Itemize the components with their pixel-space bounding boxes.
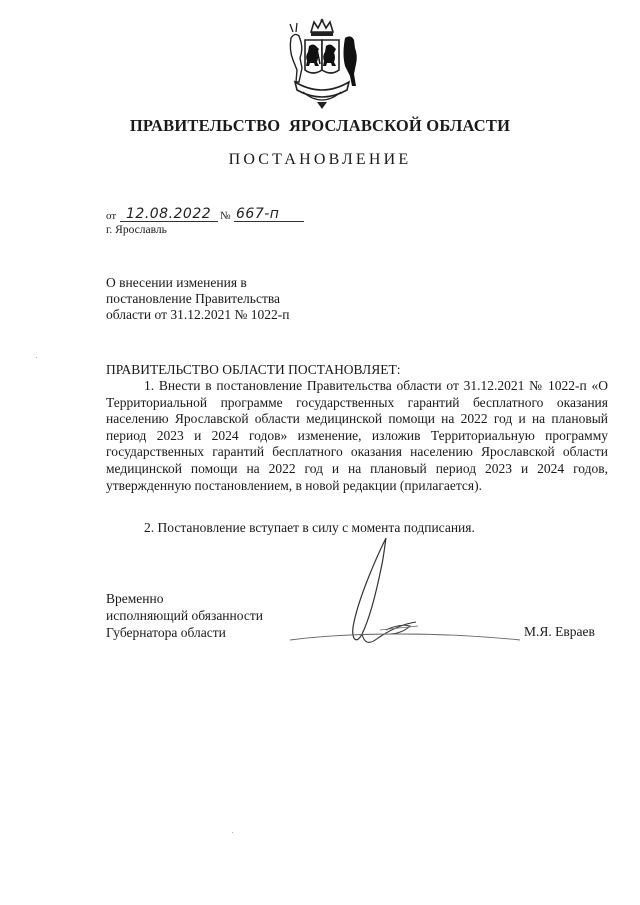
number-prefix: № xyxy=(220,210,231,222)
subject-line: постановление Правительства xyxy=(106,291,281,306)
position-line: исполняющий обязанности xyxy=(106,608,263,623)
scan-speck xyxy=(36,357,37,358)
signatory-name: М.Я. Евраев xyxy=(524,624,595,639)
document-type-title: ПОСТАНОВЛЕНИЕ xyxy=(228,151,412,168)
scan-speck xyxy=(232,832,233,833)
organization-title: ПРАВИТЕЛЬСТВО ЯРОСЛАВСКОЙ ОБЛАСТИ xyxy=(129,116,511,135)
date-prefix: от xyxy=(106,210,117,222)
decree-paragraph-1: 1. Внести в постановление Правительства области от 31.12.2021 № 1022-п «О Территориальной программе государственных гарантий бесплатного оказания населению Ярославской области медицинской помощи на 2022 год и на плановый период 2023 и 2024 годов» изменение, изложив Территориальную программу государственных гарантий бесплатного оказания населению Ярославской области медицинской помощи на 2022 год и на плановый период 2023 и 2024 годов, утвержденную постановлением, в новой редакции (прилагается). xyxy=(106,378,608,493)
subject-line: области от 31.12.2021 № 1022-п xyxy=(106,307,290,322)
handwritten-signature xyxy=(290,534,520,659)
decree-heading: ПРАВИТЕЛЬСТВО ОБЛАСТИ ПОСТАНОВЛЯЕТ: xyxy=(106,362,401,377)
city: г. Ярославль xyxy=(106,224,167,236)
document-subject xyxy=(106,275,366,323)
subject-line: О внесении изменения в xyxy=(106,275,247,290)
document-meta xyxy=(106,202,326,224)
decree-paragraph-2: 2. Постановление вступает в силу с момента подписания. xyxy=(144,520,475,535)
position-line: Губернатора области xyxy=(106,625,226,640)
date-value: 12.08.2022 xyxy=(126,206,212,222)
coat-of-arms-icon xyxy=(281,18,363,110)
number-value: 667-п xyxy=(236,206,280,222)
position-line: Временно xyxy=(106,591,164,606)
